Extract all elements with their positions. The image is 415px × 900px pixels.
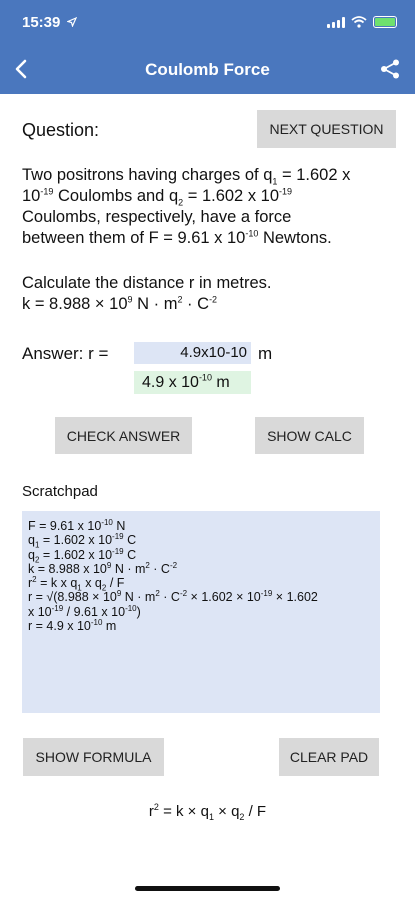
scratch-line: r = 4.9 x $10^{-10}$ m <box>28 617 117 634</box>
show-formula-button[interactable]: SHOW FORMULA <box>23 738 164 776</box>
scratch-line: $r = √(8.988 \times 10^9$ $N \cdot m^2 \cdot C^{-2} \times 1.602 \times 10^{-19} \times 1.602$ <box>28 589 318 605</box>
wifi-icon <box>351 16 367 28</box>
answer-input[interactable] <box>134 342 251 364</box>
nav-bar <box>0 44 415 94</box>
check-answer-button[interactable]: CHECK ANSWER <box>55 417 192 454</box>
correct-answer: 4.9 x $10^{-10}$ m <box>134 371 251 394</box>
scratch-line: x $10^{-19} / 9.61$ x $10^{-10}$) <box>28 603 141 619</box>
question-text <box>22 165 392 249</box>
scratch-line: k = 8.988 x $10^9$ $N \cdot m^2 \cdot C^{-2}$ <box>28 560 178 576</box>
question-line-4: between them of F = 9.61 x $10^{-10}$ Newtons. <box>22 228 332 247</box>
home-indicator[interactable] <box>135 886 280 891</box>
next-question-button[interactable]: NEXT QUESTION <box>257 110 396 148</box>
show-calc-button[interactable]: SHOW CALC <box>255 417 364 454</box>
clear-pad-button[interactable]: CLEAR PAD <box>279 738 379 776</box>
signal-icon <box>327 17 345 28</box>
scratch-line: $r^2 = k$ x $q_1$ x $q_2$ / F <box>28 575 125 593</box>
share-button[interactable] <box>379 58 401 80</box>
status-time-text: 15:39 <box>22 14 61 31</box>
page-title: Coulomb Force <box>145 60 270 79</box>
formula-text: $r^2 = k \times q_1 \times q_2 / F$ <box>148 802 267 822</box>
answer-label: Answer: r = <box>22 344 109 363</box>
scratch-line: $q_1 = 1.602$ x $10^{-19}$ C <box>28 532 137 550</box>
scratch-line: $q_2 = 1.602$ x $10^{-19}$ C <box>28 546 137 565</box>
battery-charging-icon <box>373 16 397 28</box>
question-line-2: $10^{-19}$ Coulombs and $q_2 = 1.602$ x $10^{-19}$ <box>22 186 293 208</box>
calculate-line: Calculate the distance r in metres. <box>22 274 272 292</box>
share-icon <box>379 58 401 80</box>
calculate-prompt <box>22 273 392 315</box>
answer-unit: m <box>258 344 273 363</box>
status-time <box>22 14 77 31</box>
question-label: Question: <box>22 120 100 140</box>
status-bar <box>0 0 415 44</box>
scratch-line: F = 9.61 x $10^{-10}$ N <box>28 517 126 533</box>
question-line-1: Two positrons having charges of $q_1 = 1.602$ x <box>22 166 351 187</box>
question-line-3: Coulombs, respectively, have a force <box>22 208 292 226</box>
scratchpad-textarea[interactable] <box>22 511 380 713</box>
constant-k-line: $k = 8.988 \times 10^9$ $N \cdot m^2 \cdot C^{-2}$ <box>22 294 218 313</box>
scratchpad-label: Scratchpad <box>22 483 98 500</box>
status-icons <box>327 16 397 28</box>
location-arrow-icon <box>67 17 77 27</box>
